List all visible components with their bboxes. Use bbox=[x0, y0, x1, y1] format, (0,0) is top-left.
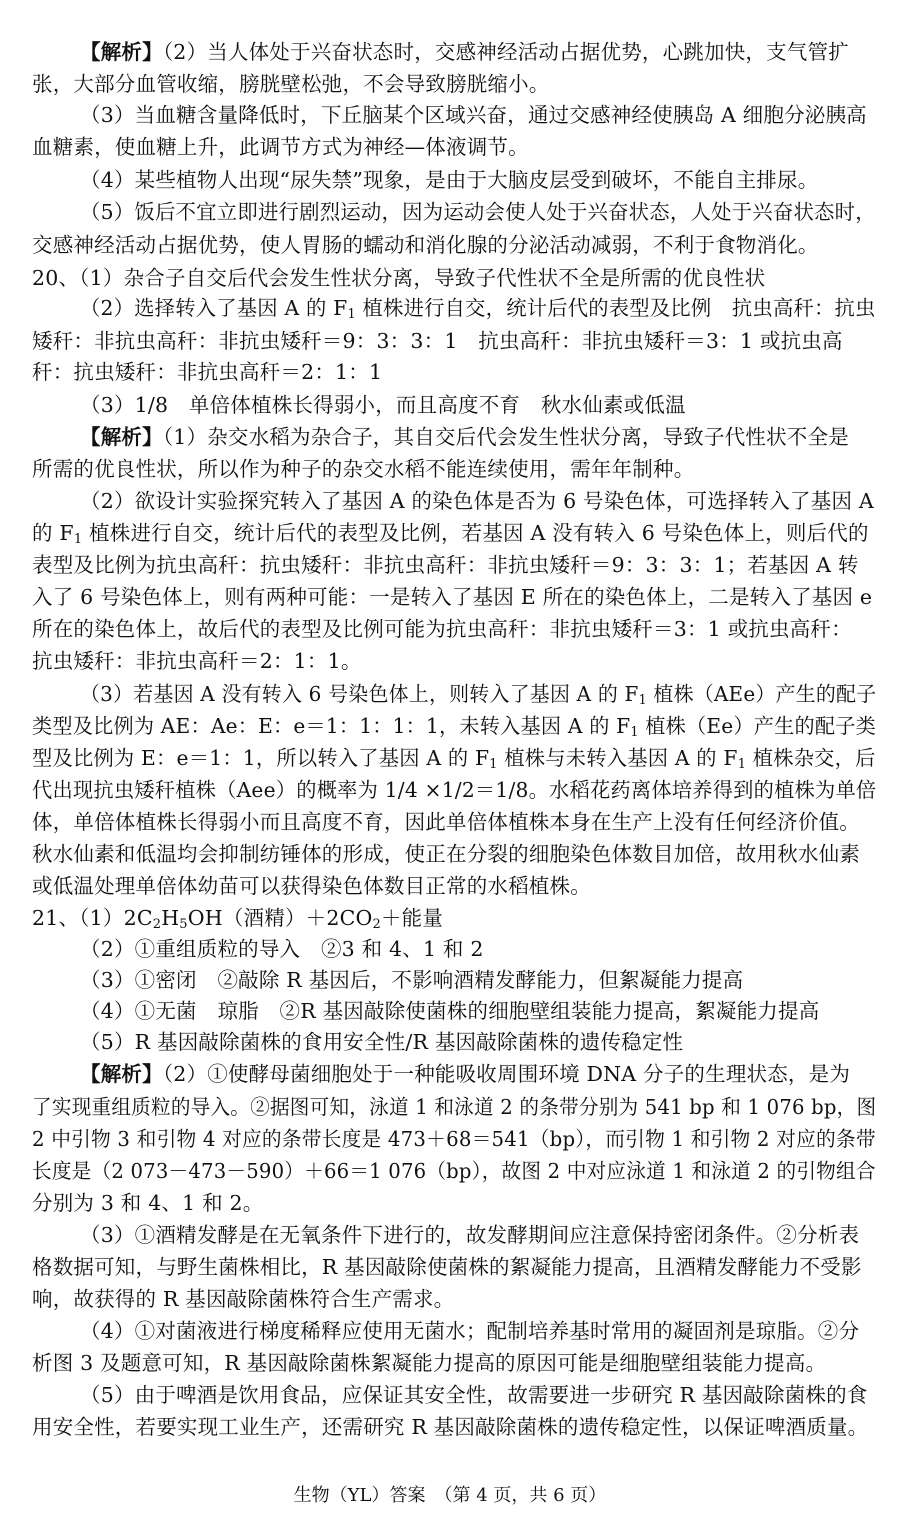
q20-exp-line: 的 $F_1$ 植株进行自交，统计后代的表型及比例，若基因 A 没有转入 6 号染色体上，则后代的 bbox=[32, 521, 869, 547]
q21-answer-2: （2）①重组质粒的导入 ②3 和 4、1 和 2 bbox=[80, 937, 484, 961]
q20-exp-line: 类型及比例为 AE：Ae：E：e＝1：1：1：1，未转入基因 A 的 $F_1$ 植株（Ee）产生的配子类 bbox=[32, 714, 876, 740]
q19-exp-line: 血糖素，使血糖上升，此调节方式为神经—体液调节。 bbox=[32, 135, 529, 159]
page-footer: 生物（YL）答案 （第 4 页，共 6 页） bbox=[293, 1485, 607, 1506]
q20-exp-line: 所需的优良性状，所以作为种子的杂交水稻不能连续使用，需年年制种。 bbox=[32, 457, 695, 481]
q21-exp-line: 【解析】（2）①使酵母菌细胞处于一种能吸收周围环境 DNA 分子的生理状态，是为 bbox=[80, 1062, 851, 1086]
q21-exp-line: 析图 3 及题意可知，R 基因敲除菌株絮凝能力提高的原因可能是细胞壁组装能力提高。 bbox=[32, 1351, 827, 1375]
q21-exp-line: （3）①酒精发酵是在无氧条件下进行的，故发酵期间应注意保持密闭条件。②分析表 bbox=[80, 1223, 860, 1247]
q21-exp-line: 2 中引物 3 和引物 4 对应的条带长度是 473＋68＝541（bp），而引物 1 和引物 2 对应的条带 bbox=[32, 1127, 876, 1151]
q19-exp-line: 张，大部分血管收缩，膀胱壁松弛，不会导致膀胱缩小。 bbox=[32, 72, 550, 96]
q21-exp-line: （5）由于啤酒是饮用食品，应保证其安全性，故需要进一步研究 R 基因敲除菌株的食 bbox=[80, 1383, 868, 1407]
q20-exp-line: 体，单倍体植株长得弱小而且高度不育，因此单倍体植株本身在生产上没有任何经济价值。 bbox=[32, 810, 860, 834]
q20-exp-line: 表型及比例为抗虫高秆：抗虫矮秆：非抗虫高秆：非抗虫矮秆＝9：3：3：1；若基因 A 转 bbox=[32, 553, 859, 577]
q20-answer-1: 20、（1）杂合子自交后代会发生性状分离，导致子代性状不全是所需的优良性状 bbox=[32, 266, 766, 290]
q20-exp-line: 型及比例为 E：e＝1：1，所以转入了基因 A 的 $F_1$ 植株与未转入基因 A 的 $F_1$ 植株杂交，后 bbox=[32, 746, 876, 772]
q19-exp-line: 交感神经活动占据优势，使人胃肠的蠕动和消化腺的分泌活动减弱，不利于食物消化。 bbox=[32, 233, 819, 257]
q20-answer-2: 秆：抗虫矮秆：非抗虫高秆＝2：1：1 bbox=[32, 360, 383, 384]
q20-exp-line: 【解析】（1）杂交水稻为杂合子，其自交后代会发生性状分离，导致子代性状不全是 bbox=[80, 425, 849, 449]
q21-answer-4: （4）①无菌 琼脂 ②R 基因敲除使菌株的细胞壁组装能力提高，絮凝能力提高 bbox=[80, 999, 820, 1023]
q21-exp-line: 长度是（2 073－473－590）＋66＝1 076（bp），故图 2 中对应泳道 1 和泳道 2 的引物组合 bbox=[32, 1159, 876, 1183]
q19-exp-line: （5）饭后不宜立即进行剧烈运动，因为运动会使人处于兴奋状态，人处于兴奋状态时， bbox=[80, 200, 876, 224]
q21-answer-3: （3）①密闭 ②敲除 R 基因后，不影响酒精发酵能力，但絮凝能力提高 bbox=[80, 968, 744, 992]
q20-exp-line: 秋水仙素和低温均会抑制纺锤体的形成，使正在分裂的细胞染色体数目加倍，故用秋水仙素 bbox=[32, 842, 860, 866]
analysis-label: 【解析】 bbox=[80, 40, 163, 64]
analysis-label: 【解析】 bbox=[80, 1062, 163, 1086]
q19-exp-line: （3）当血糖含量降低时，下丘脑某个区域兴奋，通过交感神经使胰岛 A 细胞分泌胰高 bbox=[80, 103, 867, 127]
q20-exp-line: （2）欲设计实验探究转入了基因 A 的染色体是否为 6 号染色体，可选择转入了基因 A bbox=[80, 489, 874, 513]
q20-exp-line: 所在的染色体上，故后代的表型及比例可能为抗虫高秆：非抗虫矮秆＝3：1 或抗虫高秆： bbox=[32, 617, 852, 641]
q21-exp-line: 用安全性，若要实现工业生产，还需研究 R 基因敲除菌株的遗传稳定性，以保证啤酒质量。 bbox=[32, 1415, 869, 1439]
analysis-label: 【解析】 bbox=[80, 425, 163, 449]
q20-exp-line: 或低温处理单倍体幼苗可以获得染色体数目正常的水稻植株。 bbox=[32, 874, 591, 898]
q19-exp-line: （4）某些植物人出现“尿失禁”现象，是由于大脑皮层受到破坏，不能自主排尿。 bbox=[80, 168, 819, 192]
q20-exp-line: 入了 6 号染色体上，则有两种可能：一是转入了基因 E 所在的染色体上，二是转入了基因 e bbox=[32, 585, 873, 609]
q21-exp-line: 格数据可知，与野生菌株相比，R 基因敲除使菌株的絮凝能力提高，且酒精发酵能力不受影 bbox=[32, 1255, 862, 1279]
q21-answer-5: （5）R 基因敲除菌株的食用安全性/R 基因敲除菌株的遗传稳定性 bbox=[80, 1030, 684, 1054]
q21-answer-1: 21、$(1)2C_2H_5OH$（酒精）$+2CO_2+$能量 bbox=[32, 906, 444, 932]
q20-answer-2: 矮秆：非抗虫高秆：非抗虫矮秆＝9：3：3：1 抗虫高秆：非抗虫矮秆＝3：1 或抗虫高 bbox=[32, 329, 843, 353]
q21-exp-line: （4）①对菌液进行梯度稀释应使用无菌水；配制培养基时常用的凝固剂是琼脂。②分 bbox=[80, 1319, 860, 1343]
q21-exp-line: 响，故获得的 R 基因敲除菌株符合生产需求。 bbox=[32, 1287, 455, 1311]
q20-answer-3: （3）1/8 单倍体植株长得弱小，而且高度不育 秋水仙素或低温 bbox=[80, 393, 686, 417]
q20-exp-line: 抗虫矮秆：非抗虫高秆＝2：1：1。 bbox=[32, 649, 362, 673]
q20-exp-line: 代出现抗虫矮秆植株（Aee）的概率为 1/4 ×1/2＝1/8。水稻花药离体培养得到的植株为单倍 bbox=[32, 778, 877, 802]
q20-exp-line: （3）若基因 A 没有转入 6 号染色体上，则转入了基因 A 的 $F_1$ 植株（AEe）产生的配子 bbox=[80, 682, 877, 708]
q19-exp-line: 【解析】（2）当人体处于兴奋状态时，交感神经活动占据优势，心跳加快，支气管扩 bbox=[80, 40, 849, 64]
q20-answer-2: （2）选择转入了基因 A 的 $F_1$ 植株进行自交，统计后代的表型及比例 抗虫高秆：抗虫 bbox=[80, 296, 876, 322]
q21-exp-line: 了实现重组质粒的导入。②据图可知，泳道 1 和泳道 2 的条带分别为 541 bp 和 1 076 bp，图 bbox=[32, 1095, 877, 1119]
q21-exp-line: 分别为 3 和 4、1 和 2。 bbox=[32, 1191, 264, 1215]
